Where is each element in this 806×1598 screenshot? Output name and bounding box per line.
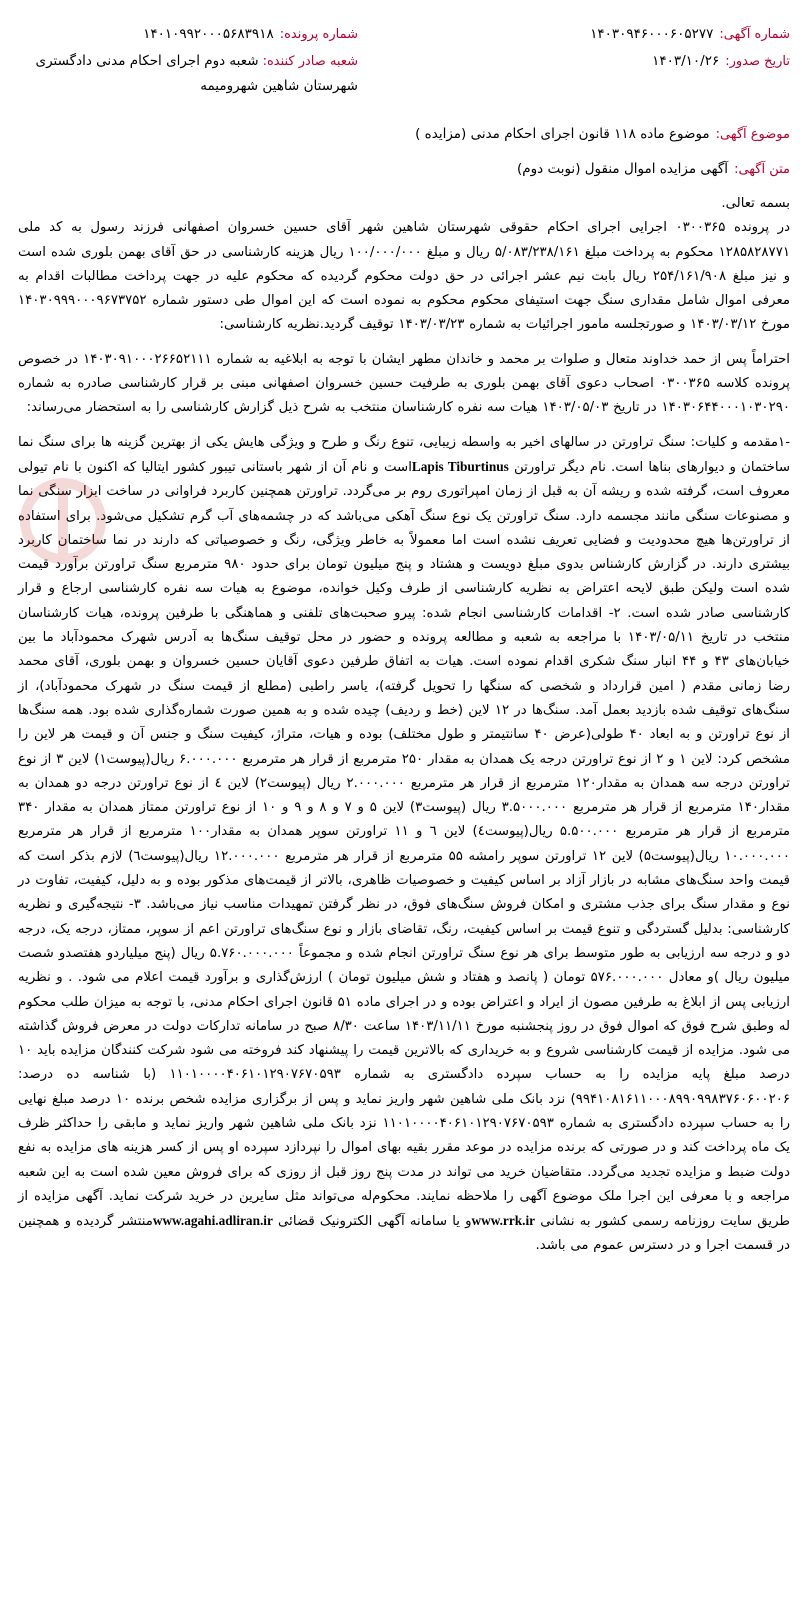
notice-body	[18, 192, 790, 1259]
body-paragraph-4-part-c: و یا سامانه آگهی الکترونیک قضائی	[272, 1214, 472, 1230]
issuing-branch-label: شعبه صادر کننده:	[262, 54, 358, 69]
watermark-logo-icon	[18, 476, 108, 566]
notice-subject-value: موضوع ماده ۱۱۸ قانون اجرای احکام مدنی (مزایده )	[415, 126, 710, 142]
body-paragraph-1: بسمه تعالی.	[721, 196, 790, 211]
header-row-2	[18, 49, 790, 98]
issue-date-label: تاریخ صدور:	[725, 54, 790, 69]
body-paragraph-3: احتراماً پس از حمد خداوند متعال و صلوات بر محمد و خاندان مطهر ایشان با توجه به ابلاغیه به شماره ۱۴۰۳۰۹۱۰۰۰۲۶۶۵۲۱۱۱ در خصوص پرونده کلاسه ۰۳۰۰۳۶۵ اصحاب دعوی آقای بهمن بلوری به طرفیت حسین خسروان اصفهانی مبنی بر قرار کارشناسی صادره به شماره ۱۴۰۳۰۶۴۴۰۰۰۱۰۳۰۲۹۰ در تاریخ ۱۴۰۳/۰۵/۰۳ هیات سه نفره کارشناسان منتخب به شرح ذیل گزارش کارشناسی را به استحضار می‌رساند:	[18, 351, 790, 416]
header-row-1	[18, 22, 790, 47]
notice-number	[590, 22, 790, 47]
notice-number-value: ۱۴۰۳۰۹۴۶۰۰۰۶۰۵۲۷۷	[590, 26, 714, 42]
body-paragraph-4-part-a: -۱مقدمه و کلیات: سنگ تراورتن در سالهای اخیر به واسطه زیبایی، تنوع رنگ و طرح و ویژگی هایش یکی از بهترین گزینه ها برای سنگ نما ساختمان و دیوارهای بناها است. نام دیگر تراورتن	[18, 434, 791, 475]
agahi-url-link[interactable]: www.agahi.adliran.ir	[152, 1213, 273, 1229]
issue-date-value: ۱۴۰۳/۱۰/۲۶	[652, 53, 720, 69]
issue-date	[652, 49, 790, 74]
rrk-url-link[interactable]: www.rrk.ir	[471, 1213, 536, 1229]
notice-text-title	[18, 157, 790, 182]
body-paragraph-4-part-b: است و نام آن از شهر باستانی تیبور کشور ایتالیا که اکنون با نام تیولی معروف است، گرفته شده و ریشه آن به قبل از زمان امپراتوری روم بر می‌گردد. تراورتن همچنین کاربرد فراوانی در ساخت ابزار سنگی نما و مصنوعات سنگی مانند مجسمه دارد. سنگ تراورتن یک نوع سنگ آهکی می‌باشد که در چشمه‌های آب گرم تشکیل می‌شود. برای استفاده از تراورتن‌ها هیچ محدودیت و فضایی تعریف نشده است اما معمولاً به خاطر ویژگی، رنگ و خصوصیاتی که دارند در نما ساختمان کاربرد بیشتری دارند. در گزارش کارشناس بدوی مبلغ دویست و هشتاد و پنج میلیون تومان برای حدود ۹۸۰ مترمربع سنگ تراورتن برآورد قیمت شده است ولیکن طبق لایحه اعتراض به نظریه کارشناسی از طرف وکیل خوانده، موضوع به هیات سه نفره کارشناسی ارجاع و قرار کارشناسی صادر شده است. ۲- اقدامات کارشناسی انجام شده: پیرو صحبت‌های تلفنی و هماهنگی با طرفین پرونده، هیات کارشناسان منتخب در تاریخ ۱۴۰۳/۰۵/۱۱ با مراجعه به شعبه و مطالعه پرونده و حضور در محل توقیف سنگ‌ها به آدرس شهرک محمودآباد ما بین خیابان‌های ۴۳ و ۴۴ انبار سنگ شکری اقدام نموده است. هیات به اتفاق طرفین دعوی آقایان حسین خسروان و بهمن بلوری، آقای محمد رضا زمانی مقدم ( امین قرارداد و شخصی که سنگها را تحویل گرفته)، یاسر راطبی (مطلع از قیمت سنگ در شهرک محمودآباد)، از سنگ‌های توقیف شده بازدید بعمل آمد. سنگ‌ها در ۱۲ لاین (خط و ردیف) چیده شده و به همین صورت شماره‌گذاری شده بود. همه سنگ‌ها از نوع تراورتن و به ابعاد ۴۰ طولی(عرض ۴۰ سانتیمتر و طول مختلف) بوده و هیات، متراژ، کیفیت سنگ و جنس آن و قیمت هر لاین را مشخص کرد: لاین ۱ و ۲ از نوع تراورتن درجه یک همدان به مقدار ۲۵۰ مترمربع از قرار هر مترمربع ۶.۰۰۰.۰۰۰ ریال(پیوست۱) لاین ۳ از نوع تراورتن درجه سه همدان به مقدار۱۲۰ مترمربع از قرار هر مترمربع ۲.۰۰۰.۰۰۰ ریال (پیوست۲) لاین ٤ از نوع تراورتن درجه دو همدان به مقدار۱۴۰ مترمربع از قرار هر مترمربع ۳.۵۰۰۰.۰۰۰ ریال (پیوست۳) لاین ۵ و ۷ و ۸ و ۹ و ۱۰ از نوع تراورتن ممتاز همدان به مقدار ۳۴۰ مترمربع از قرار هر مترمربع ۵.۵۰۰.۰۰۰ ریال(پیوست٤) لاین ٦ و ۱۱ تراورتن سوپر همدان به مقدار۱۰۰ مترمربع از قرار هر مترمربع ۱۰.۰۰۰.۰۰۰ ریال(پیوست۵) لاین ۱۲ تراورتن سوپر رامشه ۵۵ مترمربع از قرار هر مترمربع ۱۲.۰۰۰.۰۰۰ ریال(پیوست٦) لازم بذکر است که قیمت واحد سنگ‌های مشابه در بازار آزاد بر اساس کیفیت و خصوصیات ظاهری، بالاتر از قیمت‌های مذکور بوده و به دلیل، کیفیت، تفاوت در نوع و مقدار سنگ برای جذب مشتری و امکان فروش سنگ‌های فوق، در نظر گرفتن تمهیدات مناسب نیاز می‌باشد. ۳- نتیجه‌گیری و نظریه کارشناسی: بدلیل گستردگی و تنوع قیمت بر اساس کیفیت، رنگ، تقاضای بازار و نوع سنگ‌های تراورتن اعم از سوپر، ممتاز، درجه یک، درجه دو و درجه سه ارزیابی به طور متوسط برای هر نوع سنگ تراورتن انجام شده و مجموعاً ۵.۷۶۰.۰۰۰.۰۰۰ ریال (پنج میلیاردو هفتصدو شصت میلیون ریال )و معادل ۵۷۶.۰۰۰.۰۰۰ تومان ( پانصد و هفتاد و شش میلیون تومان ) ارزش‌گذاری و برآورد قیمت اعلام می شود. . و نظریه ارزیابی پس از ابلاغ به طرفین مصون از ایراد و اعتراض بوده و در اجرای ماده ۵۱ قانون اجرای احکام مدنی، با توجه به میزان طلب محکوم له وطبق شرح فوق که اموال فوق در روز پنجشنبه مورخ ۱۴۰۳/۱۱/۱۱ ساعت ۸/۳۰ صبح در سامانه تدارکات دولت در معرض فروش گذاشته می شود. مزایده از قیمت کارشناسی شروع و به خریداری که بالاترین قیمت را پیشنهاد کند فروخته می شود شرکت کنندگان مزایده باید ۱۰ درصد مبلغ پایه مزایده را به حساب سپرده دادگستری به شماره ۱۱۰۱۰۰۰۰۴۰۶۱۰۱۲۹۰۷۶۷۰۵۹۳ (با شناسه ده درصد: ۹۹۴۱۰۸۱۶۱۱۰۰۰۸۹۹۰۹۹۸۳۷۶۰۶۰۰۲۰۶) نزد بانک ملی شاهین شهر واریز نماید و پس از برگزاری مزایده شخص برنده ۱۰ درصد مبلغ نهایی را به حساب سپرده دادگستری به شماره ۱۱۰۱۰۰۰۰۴۰۶۱۰۱۲۹۰۷۶۷۰۵۹۳ نزد بانک ملی شاهین شهر واریز نماید و مابقی را حداکثر ظرف یک ماه پرداخت کند و در صورتی که برنده مزایده در موعد مقرر بقیه بهای اموال را نپردازد سپرده او پس از کسر هزینه های مزایده به نفع دولت ضبط و مزایده تجدید می‌گردد. متقاضیان خرید می تواند در مدت پنج روز قبل از روزی که برای فروش معین شده است به این شعبه مراجعه و با معرفی این اجرا ملک موضوع آگهی را ملاحظه نمایند. محکوم‌له می‌تواند مثل سایرین در خرید شرکت نماید. آگهی مزایده از طریق سایت روزنامه رسمی کشور به نشانی	[18, 459, 791, 1230]
case-number-label: شماره پرونده:	[279, 27, 358, 42]
body-paragraph-2: در پرونده ۰۳۰۰۳۶۵ اجرایی اجرای احکام حقوقی شهرستان شاهین شهر آقای حسین خسروان اصفهانی فرزند رسول به کد ملی ۱۲۸۵۸۲۸۷۷۱ محکوم به پرداخت مبلغ ۵/۰۸۳/۲۳۸/۱۶۱ ریال و مبلغ ۱۰۰/۰۰۰/۰۰۰ ریال هزینه کارشناسی در حق آقای بهمن بلوری شده است و نیز مبلغ ۲۵۴/۱۶۱/۹۰۸ ریال بابت نیم عشر اجرائی در حق دولت محکوم گردیده که محکوم علیه در جهت پرداخت مطالبات اقدام به معرفی اموال شامل مقداری سنگ جهت استیفای محکوم محکوم به نموده است که این اموال طی دستور شماره ۱۴۰۳۰۹۹۹۰۰۰۹۶۷۳۷۵۲ مورخ ۱۴۰۳/۰۳/۱۲ و صورتجلسه مامور اجرائیات به شماره ۱۴۰۳/۰۳/۲۳ توقیف گردید.نظریه کارشناسی:	[18, 220, 790, 333]
notice-text-label: متن آگهی:	[734, 162, 790, 177]
body-paragraph-4	[18, 431, 790, 1259]
issuing-branch-value: شعبه دوم اجرای احکام مدنی دادگستری شهرستان شاهین شهرومیمه	[35, 53, 358, 94]
notice-subject	[18, 122, 790, 147]
case-number	[18, 22, 358, 47]
body-paragraph-4-part-d: منتشر گردیده و همچنین در قسمت اجرا و در دسترس عموم می باشد.	[18, 1214, 790, 1254]
notice-text-value: آگهی مزایده اموال منقول (نوبت دوم)	[517, 161, 729, 177]
latin-term: Lapis Tiburtinus	[411, 458, 509, 474]
case-number-value: ۱۴۰۱۰۹۹۲۰۰۰۵۶۸۳۹۱۸	[143, 26, 274, 42]
notice-subject-label: موضوع آگهی:	[715, 127, 790, 142]
issuing-branch	[18, 49, 358, 98]
notice-number-label: شماره آگهی:	[719, 27, 790, 42]
